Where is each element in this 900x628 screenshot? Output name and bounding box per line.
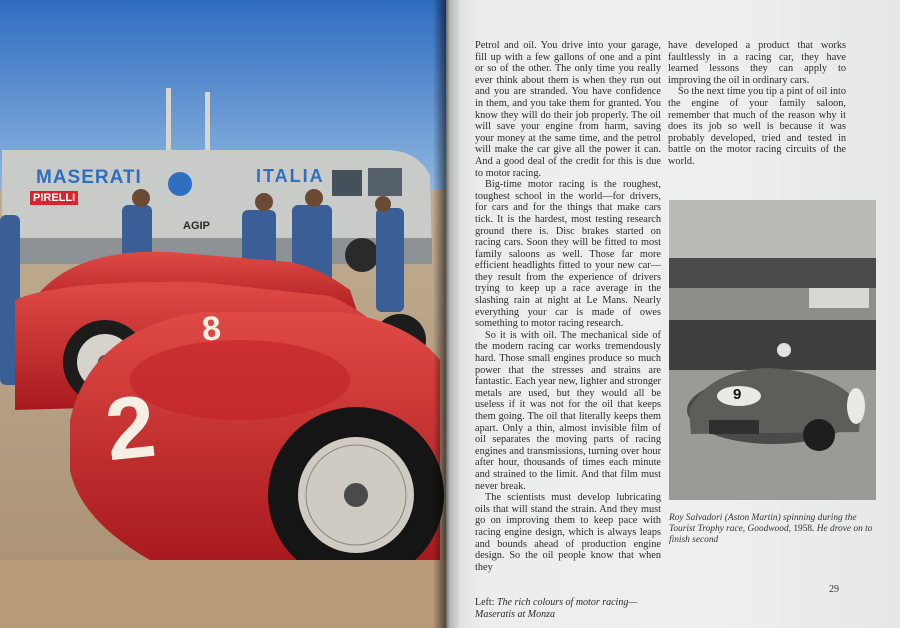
- paragraph: Petrol and oil. You drive into your garage, fill up with a few gallons of one and a pint or so of the other. The only time you really ever think about them is when they run out and you are stranded. You have confidence in them, and you take them for granted. You know they will do their job properly. The oil will save your engine from harm, saving your money at the same time, and the petrol will make the car give all the power it can. And a good deal of the credit for this is due to motor racing.: [475, 40, 661, 179]
- aston-martin-image: [669, 200, 876, 500]
- right-page: [446, 0, 900, 628]
- left-page-photo: [0, 0, 446, 628]
- van-fuel-badge: AGIP: [183, 220, 210, 232]
- paragraph: Big-time motor racing is the roughest, toughest school in the world—for drivers, for cars and for the things that make cars tick. It is the hardest, most testing research ground there is. Disc brakes started on racing cars. Soon they will be fitted to most family saloons as well. Those far more efficient headlights fitted to your new car—they result from the experience of drivers trying to keep up a race average in the slashing rain at night at Le Mans. Nearly everything your car is made of owes something to motor racing research.: [475, 179, 661, 330]
- aston-martin-car-number: 9: [733, 386, 742, 403]
- paragraph: have developed a product that works faultlessly in a racing car, they have learned lessons they can apply to improving the oil in ordinary cars.: [668, 40, 846, 86]
- middle-car-number: 8: [200, 309, 223, 349]
- paragraph: So it is with oil. The mechanical side of the modern racing car works tremendously hard. Those small engines produce so much power that the stresses and strains are fantastic. Each year new, lighter and stronger metals are used, but they would all be useless if it was not for the oil that keeps them going. The oil that literally keeps them apart. Only a thin, almost invisible film of oil separates the moving parts of racing engines and transmissions, turning over hour after hour, thousands of times each minute and strained to the limit. And that film must never break.: [475, 329, 661, 492]
- photo-caption: [669, 513, 879, 546]
- page-number: 29: [829, 584, 839, 595]
- left-caption-label: Left:: [475, 597, 497, 608]
- left-caption-text: The rich colours of motor racing—Maseratis at Monza: [475, 597, 638, 620]
- caption-year: 1958: [793, 524, 813, 534]
- left-photo-caption: [475, 597, 675, 621]
- van-country-lettering: ITALIA: [256, 166, 325, 186]
- front-car-number: 2: [100, 375, 160, 480]
- text-column-2: [668, 40, 846, 168]
- photo-print-text: [0, 0, 446, 628]
- caption-text: Roy Salvadori (Aston Martin) spinning during the Tourist Trophy race, Goodwood,: [669, 513, 857, 534]
- paragraph: So the next time you tip a pint of oil into the engine of your family saloon, remember that much of the reason why it does its job so well is because it was probably developed, tried and tested in battle on the motor racing circuits of the world.: [668, 86, 846, 167]
- paragraph: The scientists must develop lubricating oils that will stand the strain. And they must go on improving them to keep pace with racing engine design, which is always leaps and bounds ahead of production engine design. So the oil people know that when they: [475, 492, 661, 573]
- book-gutter: [433, 0, 461, 628]
- text-column-1: [475, 40, 661, 573]
- aston-martin-photo: [669, 200, 876, 500]
- caption-text-end: . He drove on to finish second: [669, 524, 873, 545]
- van-brand-lettering: MASERATI: [36, 167, 142, 188]
- van-sponsor-badge: PIRELLI: [30, 191, 78, 205]
